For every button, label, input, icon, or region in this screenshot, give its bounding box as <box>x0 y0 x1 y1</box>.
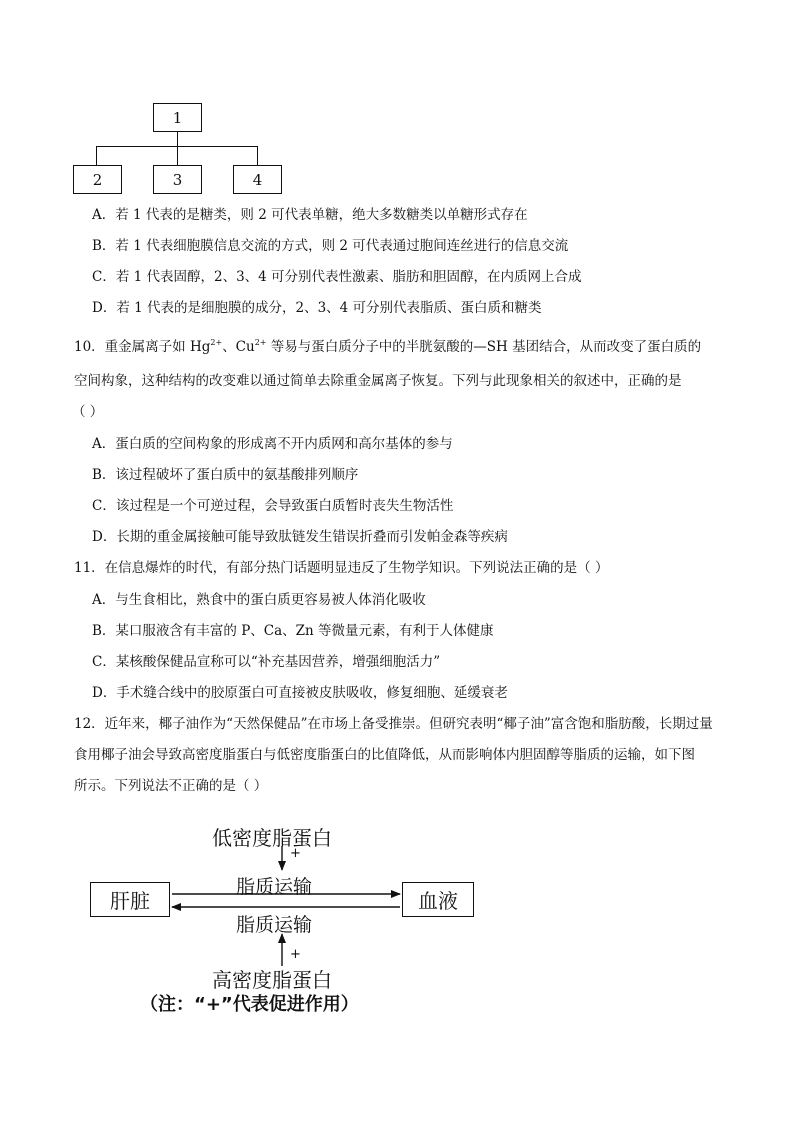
tree-node-top: 1 <box>153 103 202 132</box>
q11-option-d: D．手术缝合线中的胶原蛋白可直接被皮肤吸收，修复细胞、延缓衰老 <box>92 685 508 701</box>
q11-stem: 11．在信息爆炸的时代，有部分热门话题明显违反了生物学知识。下列说法正确的是（ ） <box>74 560 609 576</box>
q12-stem-line3: 所示。下列说法不正确的是（ ） <box>74 778 268 794</box>
hdl-label: 高密度脂蛋白 <box>212 968 332 992</box>
blood-box: 血液 <box>402 882 474 917</box>
tree-node-child: 3 <box>153 165 202 194</box>
transport-label: 脂质运输 <box>236 914 313 936</box>
q10-option-a: A．蛋白质的空间构象的形成离不开内质网和高尔基体的参与 <box>92 436 453 452</box>
q10-stem-line2: 空间构象，这种结构的改变难以通过简单去除重金属离子恢复。下列与此现象相关的叙述中，正确的是 <box>74 373 682 389</box>
tree-node-child: 2 <box>73 165 122 194</box>
q11-option-b: B．某口服液含有丰富的 P、Ca、Zn 等微量元素，有利于人体健康 <box>92 623 494 639</box>
q9-option-c: C．若 1 代表固醇，2、3、4 可分别代表性激素、脂肪和胆固醇，在内质网上合成 <box>92 269 582 285</box>
q10-option-d: D．长期的重金属接触可能导致肽链发生错误折叠而引发帕金森等疾病 <box>92 529 508 545</box>
q10-option-b: B．该过程破坏了蛋白质中的氨基酸排列顺序 <box>92 467 359 483</box>
q9-option-d: D．若 1 代表的是细胞膜的成分，2、3、4 可分别代表脂质、蛋白质和糖类 <box>92 300 542 316</box>
q10-answer-blank: （ ） <box>72 404 104 420</box>
diagram-note: （注：“+”代表促进作用） <box>140 994 359 1015</box>
plus-sign: + <box>290 947 301 962</box>
liver-box: 肝脏 <box>90 882 170 917</box>
q10-stem-line1: 10．重金属离子如 $Hg^{2+}$、$Cu^{2+}$ 等易与蛋白质分子中的半胱氨酸的—SH 基团结合，从而改变了蛋白质的 <box>74 338 702 355</box>
plus-sign: + <box>290 846 301 861</box>
q12-stem-line2: 食用椰子油会导致高密度脂蛋白与低密度脂蛋白的比值降低，从而影响体内胆固醇等脂质的运输，如下图 <box>74 747 695 763</box>
q11-option-a: A．与生食相比，熟食中的蛋白质更容易被人体消化吸收 <box>92 592 426 608</box>
q12-stem-line1: 12．近年来，椰子油作为“天然保健品”在市场上备受推崇。但研究表明“椰子油”富含饱和脂肪酸，长期过量 <box>74 716 713 732</box>
q9-option-b: B．若 1 代表细胞膜信息交流的方式，则 2 可代表通过胞间连丝进行的信息交流 <box>92 238 569 254</box>
tree-node-child: 4 <box>233 165 282 194</box>
q10-option-c: C．该过程是一个可逆过程，会导致蛋白质暂时丧失生物活性 <box>92 498 454 514</box>
transport-label: 脂质运输 <box>236 876 313 898</box>
q9-option-a: A．若 1 代表的是糖类，则 2 可代表单糖，绝大多数糖类以单糖形式存在 <box>92 207 528 223</box>
q11-option-c: C．某核酸保健品宣称可以“补充基因营养，增强细胞活力” <box>92 654 441 670</box>
ldl-label: 低密度脂蛋白 <box>212 826 332 850</box>
